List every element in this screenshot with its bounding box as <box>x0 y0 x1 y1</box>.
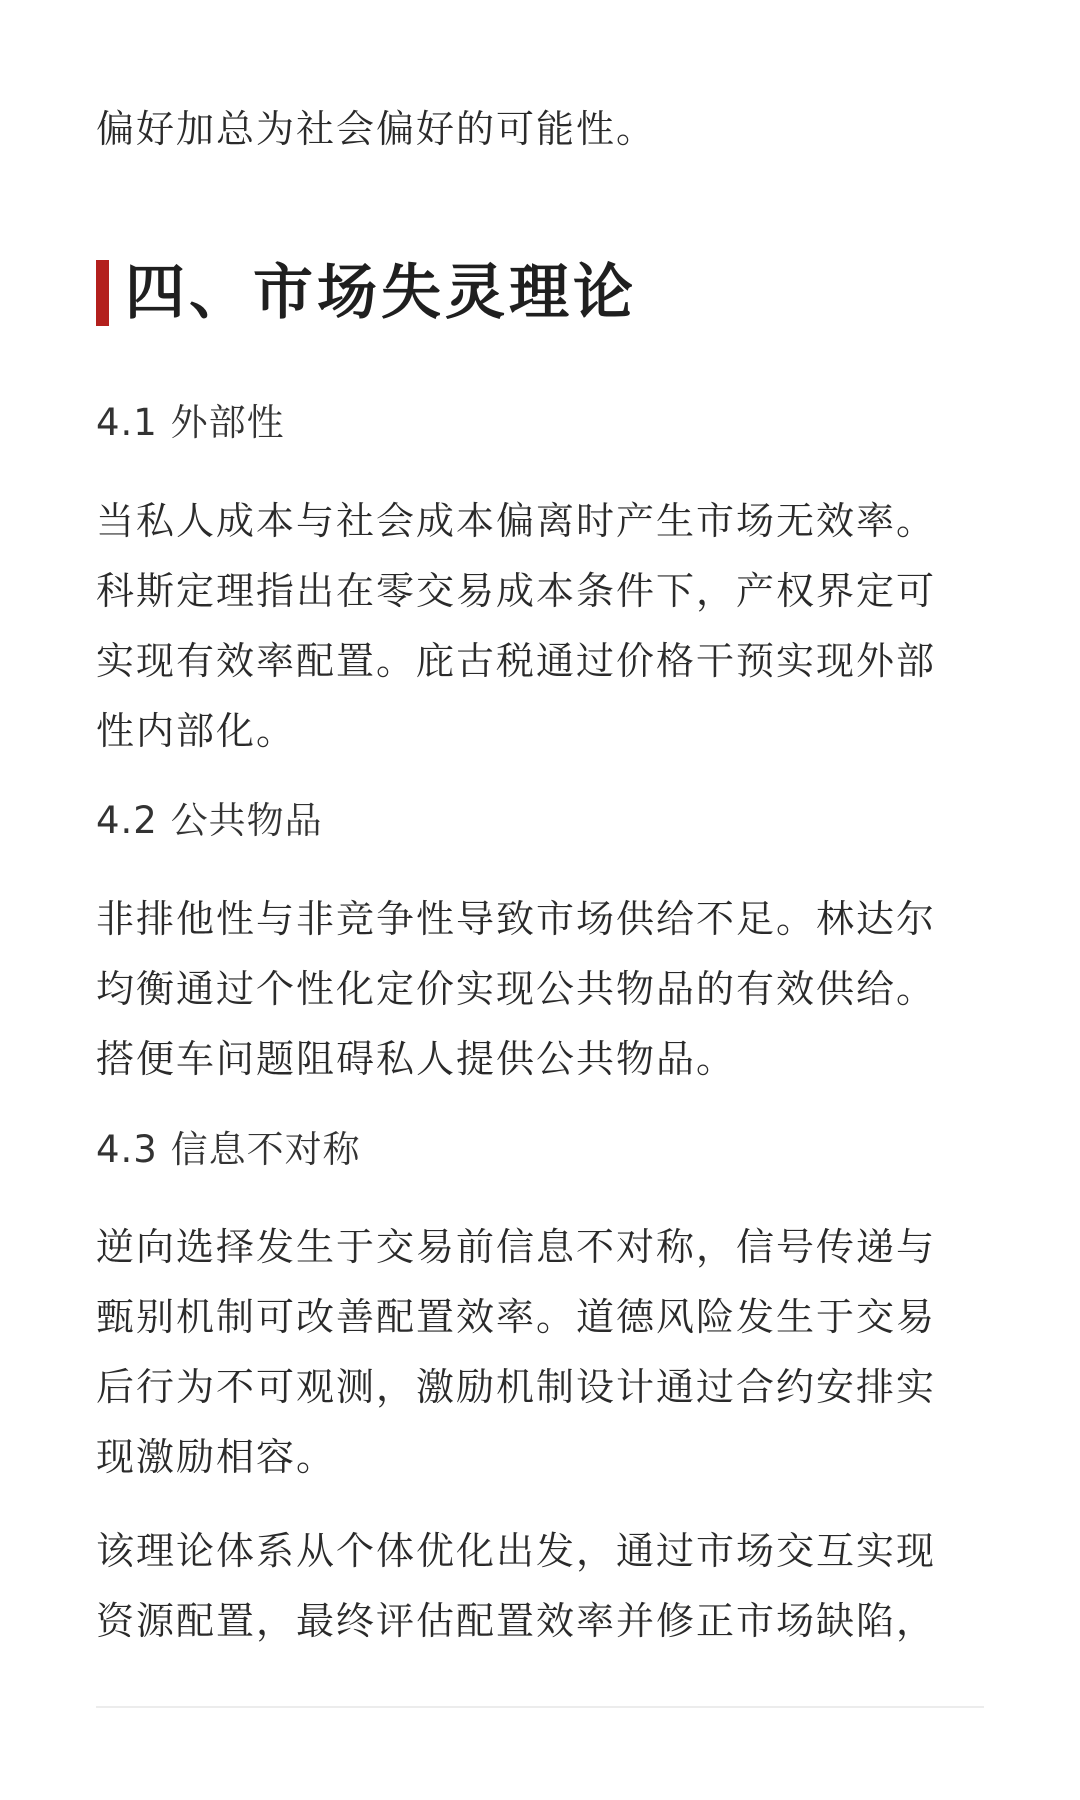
summary-paragraph <box>96 1516 984 1656</box>
paragraph-line: 现激励相容。 <box>96 1435 337 1479</box>
paragraph-line: 后行为不可观测，激励机制设计通过合约安排实 <box>96 1365 937 1409</box>
lead-paragraph: 偏好加总为社会偏好的可能性。 <box>96 107 657 151</box>
subsection-heading-externality: 4.1 外部性 <box>96 401 285 444</box>
paragraph-line: 搭便车问题阻碍私人提供公共物品。 <box>96 1037 737 1081</box>
paragraph-line: 均衡通过个性化定价实现公共物品的有效供给。 <box>96 967 937 1011</box>
paragraph-line: 非排他性与非竞争性导致市场供给不足。林达尔 <box>96 897 937 941</box>
paragraph-line: 科斯定理指出在零交易成本条件下，产权界定可 <box>96 569 937 613</box>
paragraph-line: 甄别机制可改善配置效率。道德风险发生于交易 <box>96 1295 937 1339</box>
paragraph-line: 资源配置，最终评估配置效率并修正市场缺陷， <box>96 1599 937 1643</box>
subsection-heading-information-asymmetry: 4.3 信息不对称 <box>96 1128 361 1171</box>
paragraph-externality <box>96 486 984 766</box>
section-heading <box>96 258 637 328</box>
heading-accent-bar <box>96 260 109 326</box>
paragraph-line: 性内部化。 <box>96 709 297 753</box>
paragraph-line: 逆向选择发生于交易前信息不对称，信号传递与 <box>96 1225 937 1269</box>
paragraph-line: 实现有效率配置。庇古税通过价格干预实现外部 <box>96 639 937 683</box>
paragraph-line: 该理论体系从个体优化出发，通过市场交互实现 <box>96 1529 937 1573</box>
bottom-divider <box>96 1706 984 1708</box>
subsection-heading-public-goods: 4.2 公共物品 <box>96 799 323 842</box>
section-title: 四、市场失灵理论 <box>125 258 637 328</box>
paragraph-information-asymmetry <box>96 1212 984 1492</box>
paragraph-public-goods <box>96 884 984 1094</box>
paragraph-line: 当私人成本与社会成本偏离时产生市场无效率。 <box>96 499 937 543</box>
